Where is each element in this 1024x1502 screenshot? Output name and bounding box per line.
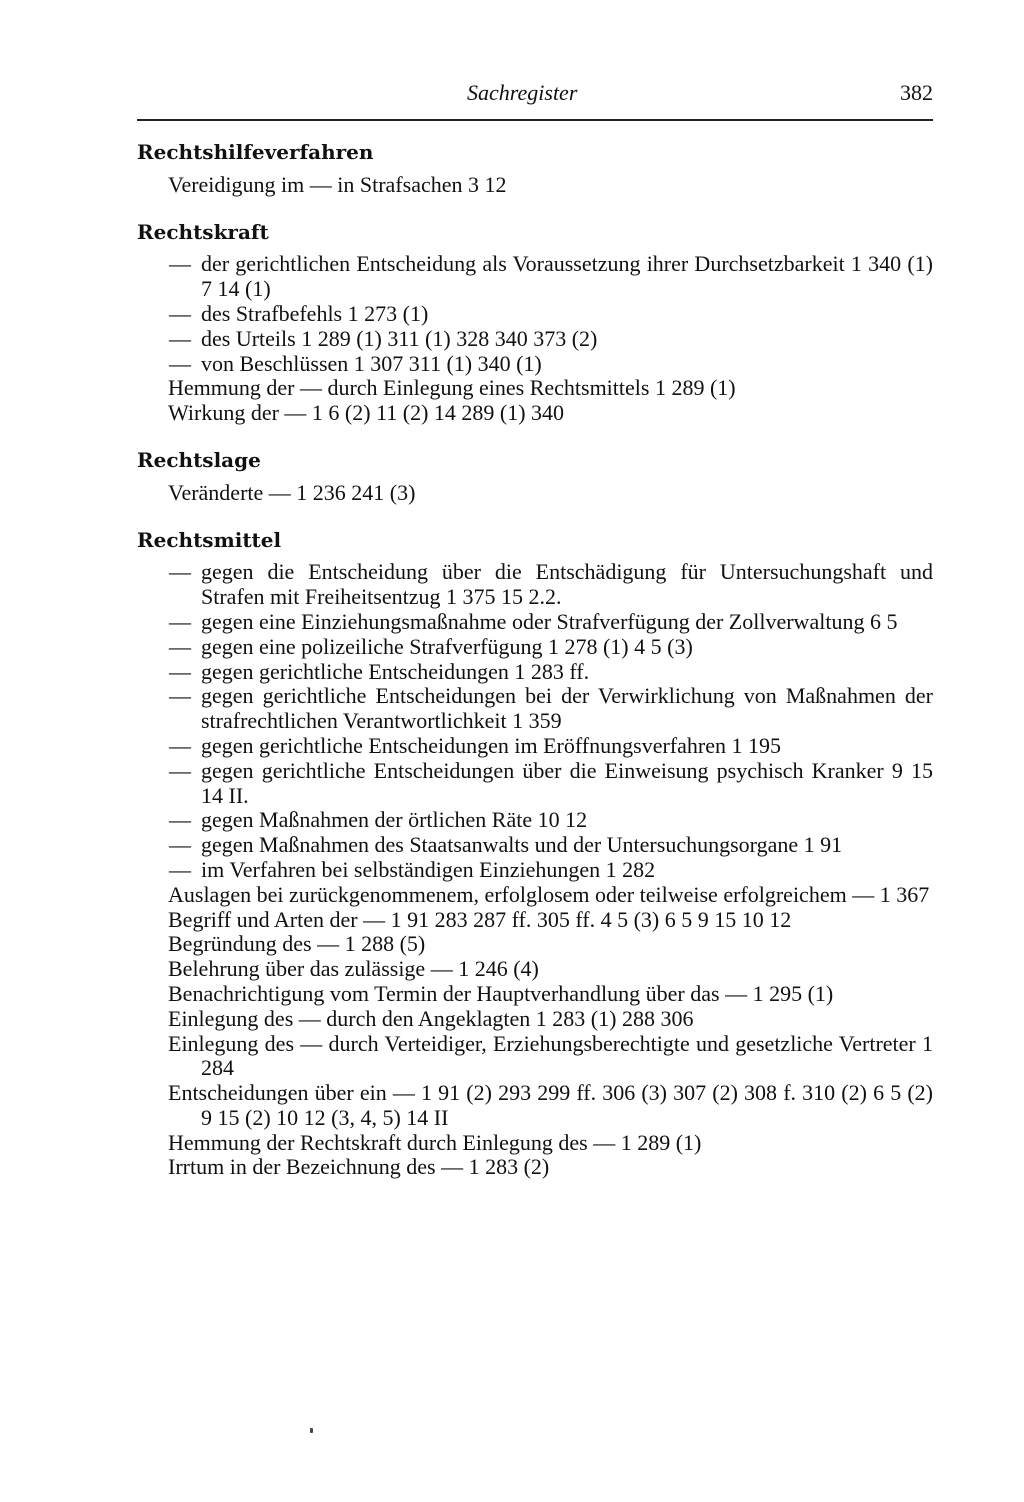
- sub-entry-dash: [137, 734, 933, 759]
- entry-heading: Rechtslage: [137, 447, 261, 472]
- dash-mark: —: [169, 350, 191, 376]
- sub-entry: [137, 1032, 933, 1082]
- sub-entry-dash: [137, 352, 933, 377]
- sub-entry-text: Veränderte — 1 236 241 (3): [168, 479, 416, 505]
- sub-entry-dash: [137, 635, 933, 660]
- index-entry: [137, 528, 933, 1181]
- sub-entry: [137, 957, 933, 982]
- sub-entry-dash: [137, 560, 933, 610]
- index-entry: [137, 448, 933, 506]
- sub-entry-dash: [137, 684, 933, 734]
- index-entries: [137, 140, 933, 1202]
- sub-entry-text: Hemmung der — durch Einlegung eines Rechtsmittels 1 289 (1): [168, 375, 736, 401]
- sub-entry-text: gegen eine Einziehungsmaßnahme oder Strafverfügung der Zollverwaltung 6 5: [201, 608, 898, 634]
- sub-entry-text: gegen eine polizeiliche Strafverfügung 1 278 (1) 4 5 (3): [201, 633, 693, 659]
- dash-mark: —: [169, 633, 191, 659]
- sub-entry-text: Einlegung des — durch den Angeklagten 1 283 (1) 288 306: [168, 1005, 694, 1031]
- sub-entry-text: Vereidigung im — in Strafsachen 3 12: [168, 171, 507, 197]
- sub-entry-text: gegen Maßnahmen des Staatsanwalts und der Untersuchungsorgane 1 91: [201, 832, 843, 858]
- entry-heading: Rechtskraft: [137, 219, 269, 244]
- sub-entry-dash: [137, 858, 933, 883]
- sub-entry-text: Begriff und Arten der — 1 91 283 287 ff. 305 ff. 4 5 (3) 6 5 9 15 10 12: [168, 906, 792, 932]
- dash-mark: —: [169, 559, 191, 585]
- sub-entry-text: gegen gerichtliche Entscheidungen im Eröffnungsverfahren 1 195: [201, 732, 781, 758]
- sub-entry-text: Hemmung der Rechtskraft durch Einlegung des — 1 289 (1): [168, 1129, 702, 1155]
- entry-heading: Rechtsmittel: [137, 527, 282, 552]
- dash-mark: —: [169, 683, 191, 709]
- sub-entry-text: Auslagen bei zurückgenommenem, erfolglosem oder teilweise erfolgreichem — 1 367: [168, 881, 930, 907]
- sub-entry-text: gegen gerichtliche Entscheidungen über die Einweisung psychisch Kranker 9 15 14 II.: [201, 757, 933, 808]
- sub-entry: [137, 401, 933, 426]
- sub-entry-text: der gerichtlichen Entscheidung als Voraussetzung ihrer Durchsetzbarkeit 1 340 (1) 7 14 (1): [201, 251, 933, 302]
- running-head: [137, 80, 933, 112]
- sub-entry-text: Belehrung über das zulässige — 1 246 (4): [168, 956, 539, 982]
- dash-mark: —: [169, 807, 191, 833]
- sub-entry: [137, 1155, 933, 1180]
- sub-entry-text: gegen gerichtliche Entscheidungen 1 283 ff.: [201, 658, 590, 684]
- sub-entry: [137, 1081, 933, 1131]
- dash-mark: —: [169, 251, 191, 277]
- sub-entry-text: von Beschlüssen 1 307 311 (1) 340 (1): [201, 350, 542, 376]
- dash-mark: —: [169, 757, 191, 783]
- sub-entry-text: des Urteils 1 289 (1) 311 (1) 328 340 373 (2): [201, 325, 598, 351]
- entry-heading: Rechtshilfeverfahren: [137, 140, 374, 164]
- sub-entry: [137, 932, 933, 957]
- sub-entry: [137, 1007, 933, 1032]
- index-entry: [137, 140, 933, 198]
- page-number: 382: [900, 80, 933, 105]
- sub-entry-text: Einlegung des — durch Verteidiger, Erziehungsberechtigte und gesetzliche Vertreter 1 284: [168, 1030, 933, 1081]
- sub-entry-text: gegen die Entscheidung über die Entschädigung für Untersuchungshaft und Strafen mit Freiheitsentzug 1 375 15 2.2.: [201, 559, 933, 610]
- dash-mark: —: [169, 856, 191, 882]
- sub-entry: [137, 982, 933, 1007]
- stray-mark: [310, 1428, 313, 1433]
- sub-entry-text: des Strafbefehls 1 273 (1): [201, 300, 429, 326]
- sub-entry-dash: [137, 610, 933, 635]
- sub-entry-dash: [137, 252, 933, 302]
- dash-mark: —: [169, 658, 191, 684]
- sub-entry-text: Entscheidungen über ein — 1 91 (2) 293 299 ff. 306 (3) 307 (2) 308 f. 310 (2) 6 5 (2) 9 15 (2) 10 12 (3, 4, 5) 14 II: [168, 1080, 933, 1130]
- sub-entry-text: Irrtum in der Bezeichnung des — 1 283 (2): [168, 1154, 550, 1180]
- sub-entry-text: Benachrichtigung vom Termin der Hauptverhandlung über das — 1 295 (1): [168, 980, 834, 1006]
- running-head-title: Sachregister: [467, 80, 578, 105]
- sub-entry: [137, 481, 933, 506]
- sub-entry-dash: [137, 302, 933, 327]
- sub-entry-text: im Verfahren bei selbständigen Einziehungen 1 282: [201, 856, 656, 882]
- sub-entry-dash: [137, 327, 933, 352]
- sub-entry: [137, 1131, 933, 1156]
- sub-entry-text: Wirkung der — 1 6 (2) 11 (2) 14 289 (1) 340: [168, 400, 565, 426]
- sub-entry-dash: [137, 808, 933, 833]
- header-rule: [137, 119, 933, 121]
- dash-mark: —: [169, 608, 191, 634]
- sub-entry-dash: [137, 759, 933, 809]
- sub-entry: [137, 908, 933, 933]
- sub-entry-dash: [137, 660, 933, 685]
- sub-entry-text: gegen gerichtliche Entscheidungen bei der Verwirklichung von Maßnahmen der strafrechtlichen Verantwortlichkeit 1 359: [201, 683, 933, 734]
- sub-entry-dash: [137, 833, 933, 858]
- sub-entry: [137, 376, 933, 401]
- dash-mark: —: [169, 300, 191, 326]
- dash-mark: —: [169, 325, 191, 351]
- index-entry: [137, 220, 933, 426]
- sub-entry: [137, 883, 933, 908]
- sub-entry-text: Begründung des — 1 288 (5): [168, 931, 426, 957]
- dash-mark: —: [169, 732, 191, 758]
- dash-mark: —: [169, 832, 191, 858]
- sub-entry-text: gegen Maßnahmen der örtlichen Räte 10 12: [201, 807, 588, 833]
- sub-entry: [137, 173, 933, 198]
